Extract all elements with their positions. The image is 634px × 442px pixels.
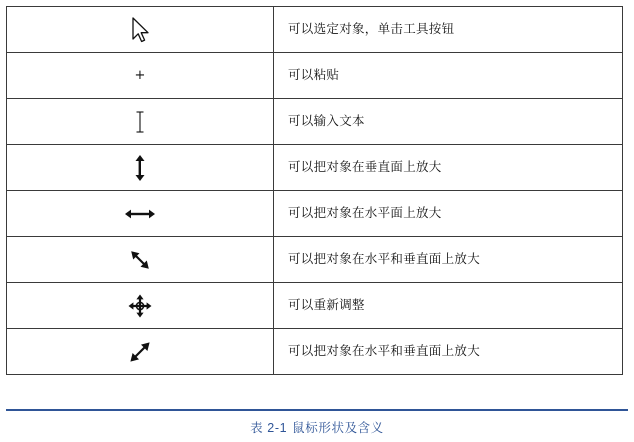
cursor-description-cell xyxy=(274,145,623,191)
cursor-shapes-table xyxy=(6,6,623,375)
cursor-icon-cell xyxy=(7,7,274,53)
cursor-description-text: 可以把对象在水平和垂直面上放大 xyxy=(288,343,481,358)
caption-line xyxy=(6,418,628,436)
move-adjust-cursor-icon xyxy=(127,293,153,319)
caption-number: 表 2-1 xyxy=(250,421,288,435)
cursor-description-text: 可以把对象在水平和垂直面上放大 xyxy=(288,251,481,266)
cursor-description-text: 可以输入文本 xyxy=(288,113,365,128)
caption-title: 鼠标形状及含义 xyxy=(292,421,384,435)
cursor-icon-cell xyxy=(7,53,274,99)
resize-vertical-cursor-icon xyxy=(131,154,149,182)
caption-divider xyxy=(6,409,628,411)
resize-diagonal-nesw-cursor-icon xyxy=(127,339,153,365)
cursor-icon-cell xyxy=(7,191,274,237)
cursor-description-cell xyxy=(274,99,623,145)
table-row xyxy=(7,7,623,53)
cursor-description-cell xyxy=(274,237,623,283)
cursor-icon-cell xyxy=(7,145,274,191)
cursor-description-cell xyxy=(274,329,623,375)
table-row xyxy=(7,329,623,375)
cursor-description-text: 可以粘贴 xyxy=(288,67,340,82)
table-row xyxy=(7,283,623,329)
cursor-description-text: 可以把对象在垂直面上放大 xyxy=(288,159,442,174)
cursor-description-text: 可以选定对象，单击工具按钮 xyxy=(288,21,455,36)
cursor-description-cell xyxy=(274,191,623,237)
plus-paste-cursor-icon: + xyxy=(134,68,146,83)
document-page xyxy=(0,6,634,442)
cursor-description-cell xyxy=(274,53,623,99)
table-row xyxy=(7,191,623,237)
cursor-description-text: 可以重新调整 xyxy=(288,297,365,312)
cursor-icon-cell xyxy=(7,99,274,145)
pointer-arrow-cursor-icon xyxy=(127,15,153,45)
cursor-icon-cell xyxy=(7,329,274,375)
cursor-icon-cell xyxy=(7,283,274,329)
text-ibeam-cursor-icon xyxy=(133,109,147,135)
table-row xyxy=(7,145,623,191)
table-row xyxy=(7,99,623,145)
cursor-description-cell xyxy=(274,7,623,53)
table-row xyxy=(7,237,623,283)
cursor-icon-cell xyxy=(7,237,274,283)
resize-horizontal-cursor-icon xyxy=(124,206,156,222)
table-row xyxy=(7,53,623,99)
cursor-description-text: 可以把对象在水平面上放大 xyxy=(288,205,442,220)
table-caption xyxy=(6,409,628,436)
resize-diagonal-nwse-cursor-icon xyxy=(128,248,152,272)
cursor-description-cell xyxy=(274,283,623,329)
